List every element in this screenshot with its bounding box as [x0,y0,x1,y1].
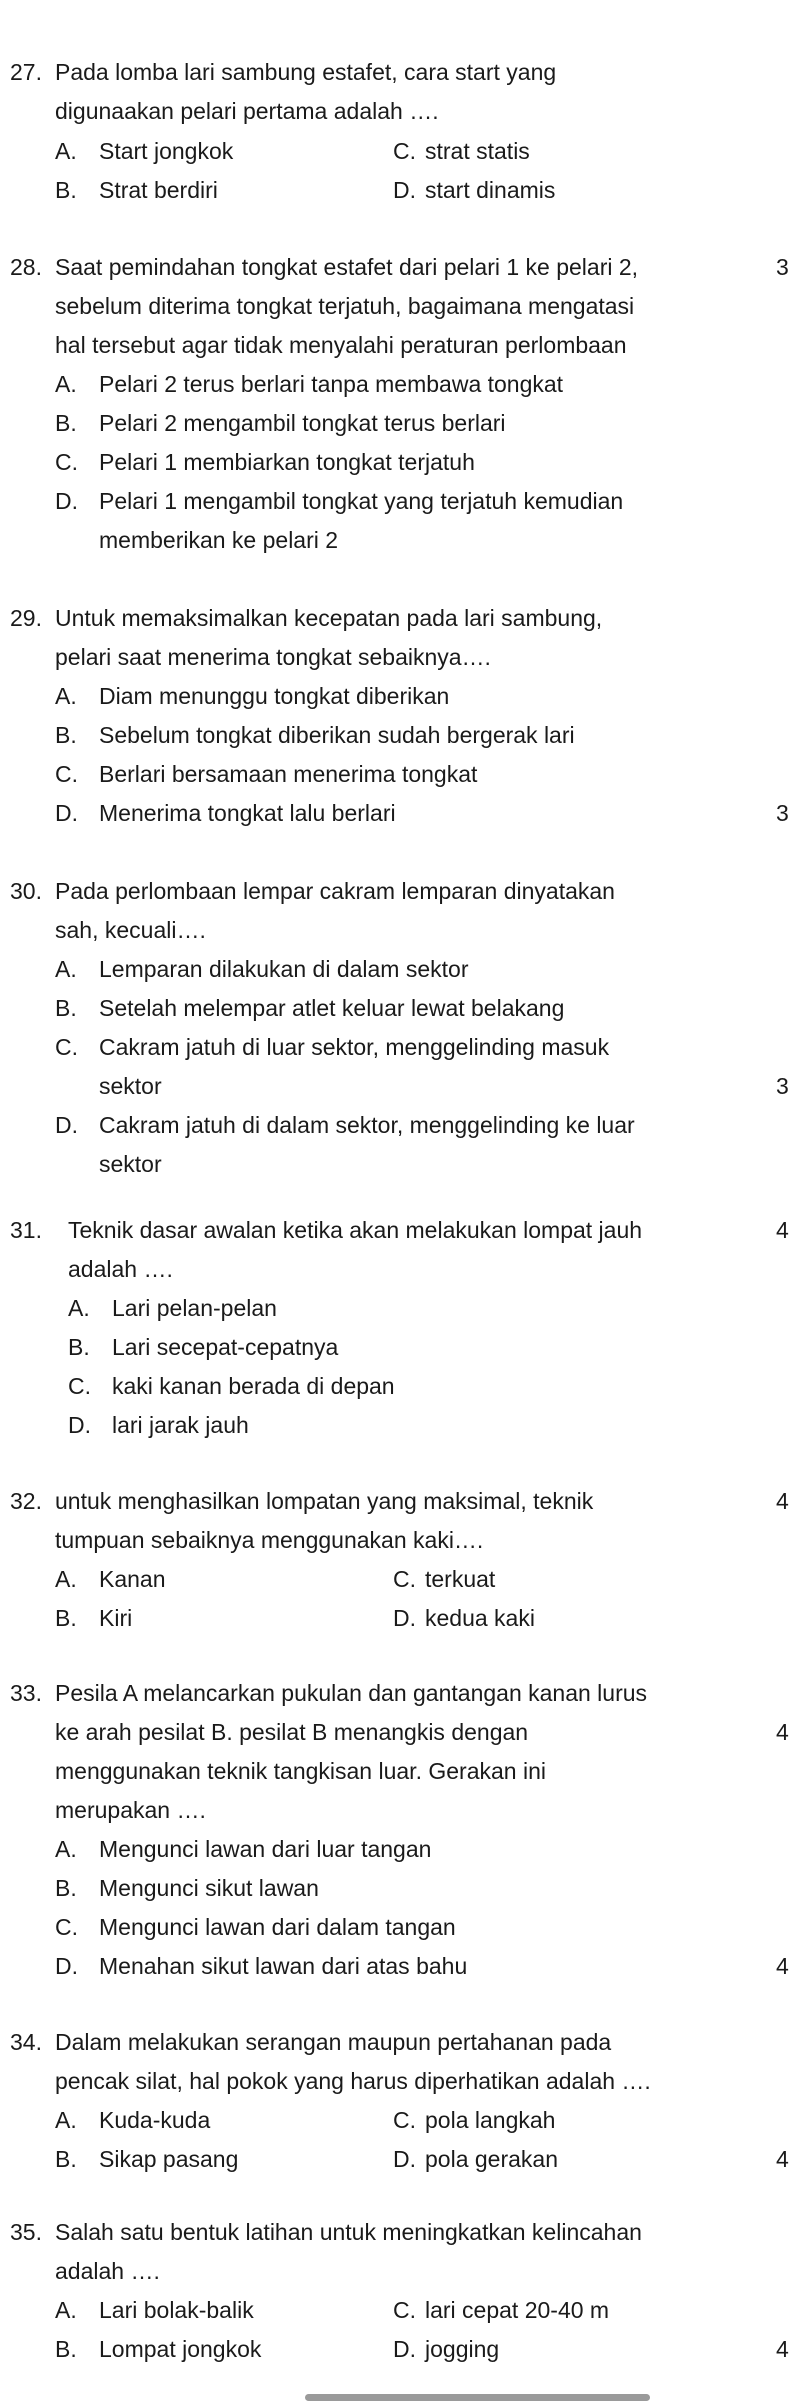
option-text: kedua kaki [425,1605,535,1631]
option-text: Mengunci sikut lawan [99,1875,319,1901]
option-letter: B. [55,410,77,436]
option-letter: C. [55,761,78,787]
question-number: 29. [10,605,42,631]
option-letter: C. [55,1914,78,1940]
option-text: Lari secepat-cepatnya [112,1334,339,1360]
option-text: Strat berdiri [99,177,218,203]
option-d [393,2144,558,2174]
option-letter: D. [393,177,416,203]
option-letter: B. [55,1875,77,1901]
option-text: Lemparan dilakukan di dalam sektor [99,956,469,982]
option-a [55,2105,210,2135]
question-text: Pada perlombaan lempar cakram lemparan dinyatakan [55,878,615,904]
option-c [55,1912,456,1942]
option-text: Kanan [99,1566,166,1592]
option-letter: B. [55,2146,77,2172]
option-text: start dinamis [425,177,556,203]
option-d [55,486,623,516]
option-letter: C. [393,2107,416,2133]
option-continuation: sektor [99,1151,162,1177]
option-c [393,136,530,166]
option-text: Berlari bersamaan menerima tongkat [99,761,478,787]
option-text: Pelari 2 terus berlari tanpa membawa tongkat [99,371,564,397]
question-number: 32. [10,1488,42,1514]
option-letter: A. [55,2297,77,2323]
option-text: strat statis [425,138,530,164]
question-text: merupakan …. [55,1797,206,1823]
edge-fragment: 4 [776,1488,789,1514]
option-letter: C. [393,2297,416,2323]
option-letter: A. [55,1836,77,1862]
option-b [55,1873,319,1903]
question-text: Dalam melakukan serangan maupun pertahanan pada [55,2029,612,2055]
option-text: Pelari 1 membiarkan tongkat terjatuh [99,449,475,475]
question-number: 27. [10,59,42,85]
question-text: pelari saat menerima tongkat sebaiknya…. [55,644,491,670]
option-text: Cakram jatuh di luar sektor, menggelinding masuk [99,1034,610,1060]
question-number: 31. [10,1217,42,1243]
option-c [55,759,477,789]
option-letter: A. [55,683,77,709]
question-text: Pada lomba lari sambung estafet, cara start yang [55,59,557,85]
option-text: Cakram jatuh di dalam sektor, menggelinding ke luar [99,1112,635,1138]
option-letter: C. [55,1034,78,1060]
question-text: Untuk memaksimalkan kecepatan pada lari sambung, [55,605,603,631]
option-text: Mengunci lawan dari luar tangan [99,1836,432,1862]
option-letter: B. [55,722,77,748]
option-text: Pelari 1 mengambil tongkat yang terjatuh kemudian [99,488,624,514]
edge-fragment: 4 [776,2336,789,2362]
question-number: 33. [10,1680,42,1706]
question-number: 35. [10,2219,42,2245]
horizontal-scrollbar[interactable] [305,2394,650,2401]
option-text: jogging [425,2336,500,2362]
option-letter: B. [68,1334,90,1360]
option-text: Mengunci lawan dari dalam tangan [99,1914,456,1940]
option-c [55,1032,609,1062]
option-b [55,2334,261,2364]
option-c [55,447,475,477]
option-letter: D. [55,800,78,826]
option-text: Kuda-kuda [99,2107,211,2133]
option-letter: A. [55,2107,77,2133]
question-text: menggunakan teknik tangkisan luar. Gerakan ini [55,1758,546,1784]
option-b [55,1603,132,1633]
option-text: Setelah melempar atlet keluar lewat belakang [99,995,565,1021]
option-a [55,681,449,711]
option-text: Lari pelan-pelan [112,1295,277,1321]
option-a [55,1564,166,1594]
option-b [55,993,564,1023]
option-continuation: memberikan ke pelari 2 [99,527,339,553]
edge-fragment: 4 [776,1953,789,1979]
question-text: digunaakan pelari pertama adalah …. [55,98,439,124]
option-d [393,175,555,205]
option-letter: D. [393,2146,416,2172]
option-letter: D. [393,1605,416,1631]
question-text: sah, kecuali…. [55,917,206,943]
option-text: Lompat jongkok [99,2336,262,2362]
question-text: untuk menghasilkan lompatan yang maksimal, teknik [55,1488,594,1514]
question-text: ke arah pesilat B. pesilat B menangkis dengan [55,1719,529,1745]
option-b [55,175,218,205]
question-text: Salah satu bentuk latihan untuk meningkatkan kelincahan [55,2219,642,2245]
option-text: Menerima tongkat lalu berlari [99,800,396,826]
option-d [55,1951,467,1981]
option-b [55,720,575,750]
option-letter: A. [55,1566,77,1592]
edge-fragment: 3 [776,254,789,280]
option-b [55,408,506,438]
question-text: tumpuan sebaiknya menggunakan kaki…. [55,1527,484,1553]
option-a [68,1293,277,1323]
option-letter: B. [55,1605,77,1631]
option-text: Lari bolak-balik [99,2297,254,2323]
option-text: lari cepat 20-40 m [425,2297,610,2323]
option-text: lari jarak jauh [112,1412,249,1438]
option-a [55,369,563,399]
option-text: Diam menunggu tongkat diberikan [99,683,450,709]
option-letter: D. [55,1112,78,1138]
option-text: Pelari 2 mengambil tongkat terus berlari [99,410,506,436]
option-d [68,1410,249,1440]
option-letter: A. [55,371,77,397]
option-letter: C. [393,138,416,164]
question-text: Teknik dasar awalan ketika akan melakukan lompat jauh [68,1217,643,1243]
question-text: adalah …. [55,2258,160,2284]
edge-fragment: 4 [776,1217,789,1243]
question-text: Pesila A melancarkan pukulan dan gantangan kanan lurus [55,1680,648,1706]
option-c [393,2295,609,2325]
edge-fragment: 4 [776,1719,789,1745]
option-text: Menahan sikut lawan dari atas bahu [99,1953,468,1979]
option-letter: C. [68,1373,91,1399]
option-text: Kiri [99,1605,133,1631]
question-text: adalah …. [68,1256,173,1282]
option-letter: D. [55,488,78,514]
option-continuation: sektor [99,1073,162,1099]
option-d [55,798,396,828]
option-a [55,1834,431,1864]
option-b [68,1332,338,1362]
option-text: Start jongkok [99,138,234,164]
option-text: terkuat [425,1566,496,1592]
option-b [55,2144,238,2174]
option-d [55,1110,635,1140]
option-a [55,954,468,984]
option-letter: B. [55,177,77,203]
option-letter: C. [393,1566,416,1592]
question-number: 30. [10,878,42,904]
option-text: Sikap pasang [99,2146,239,2172]
edge-fragment: 3 [776,800,789,826]
edge-fragment: 4 [776,2146,789,2172]
option-c [393,1564,495,1594]
option-c [393,2105,555,2135]
option-letter: D. [393,2336,416,2362]
question-text: sebelum diterima tongkat terjatuh, bagaimana mengatasi [55,293,635,319]
option-text: kaki kanan berada di depan [112,1373,395,1399]
option-text: pola langkah [425,2107,556,2133]
option-text: pola gerakan [425,2146,558,2172]
option-letter: D. [68,1412,91,1438]
edge-fragment: 3 [776,1073,789,1099]
option-d [393,1603,535,1633]
option-a [55,2295,254,2325]
question-number: 34. [10,2029,42,2055]
option-letter: B. [55,995,77,1021]
question-text: Saat pemindahan tongkat estafet dari pelari 1 ke pelari 2, [55,254,639,280]
option-letter: A. [55,956,77,982]
option-d [393,2334,499,2364]
option-a [55,136,233,166]
option-letter: D. [55,1953,78,1979]
option-letter: A. [55,138,77,164]
question-text: pencak silat, hal pokok yang harus diperhatikan adalah …. [55,2068,651,2094]
option-c [68,1371,395,1401]
question-number: 28. [10,254,42,280]
option-letter: B. [55,2336,77,2362]
option-text: Sebelum tongkat diberikan sudah bergerak lari [99,722,575,748]
option-letter: A. [68,1295,90,1321]
option-letter: C. [55,449,78,475]
question-text: hal tersebut agar tidak menyalahi peraturan perlombaan [55,332,627,358]
